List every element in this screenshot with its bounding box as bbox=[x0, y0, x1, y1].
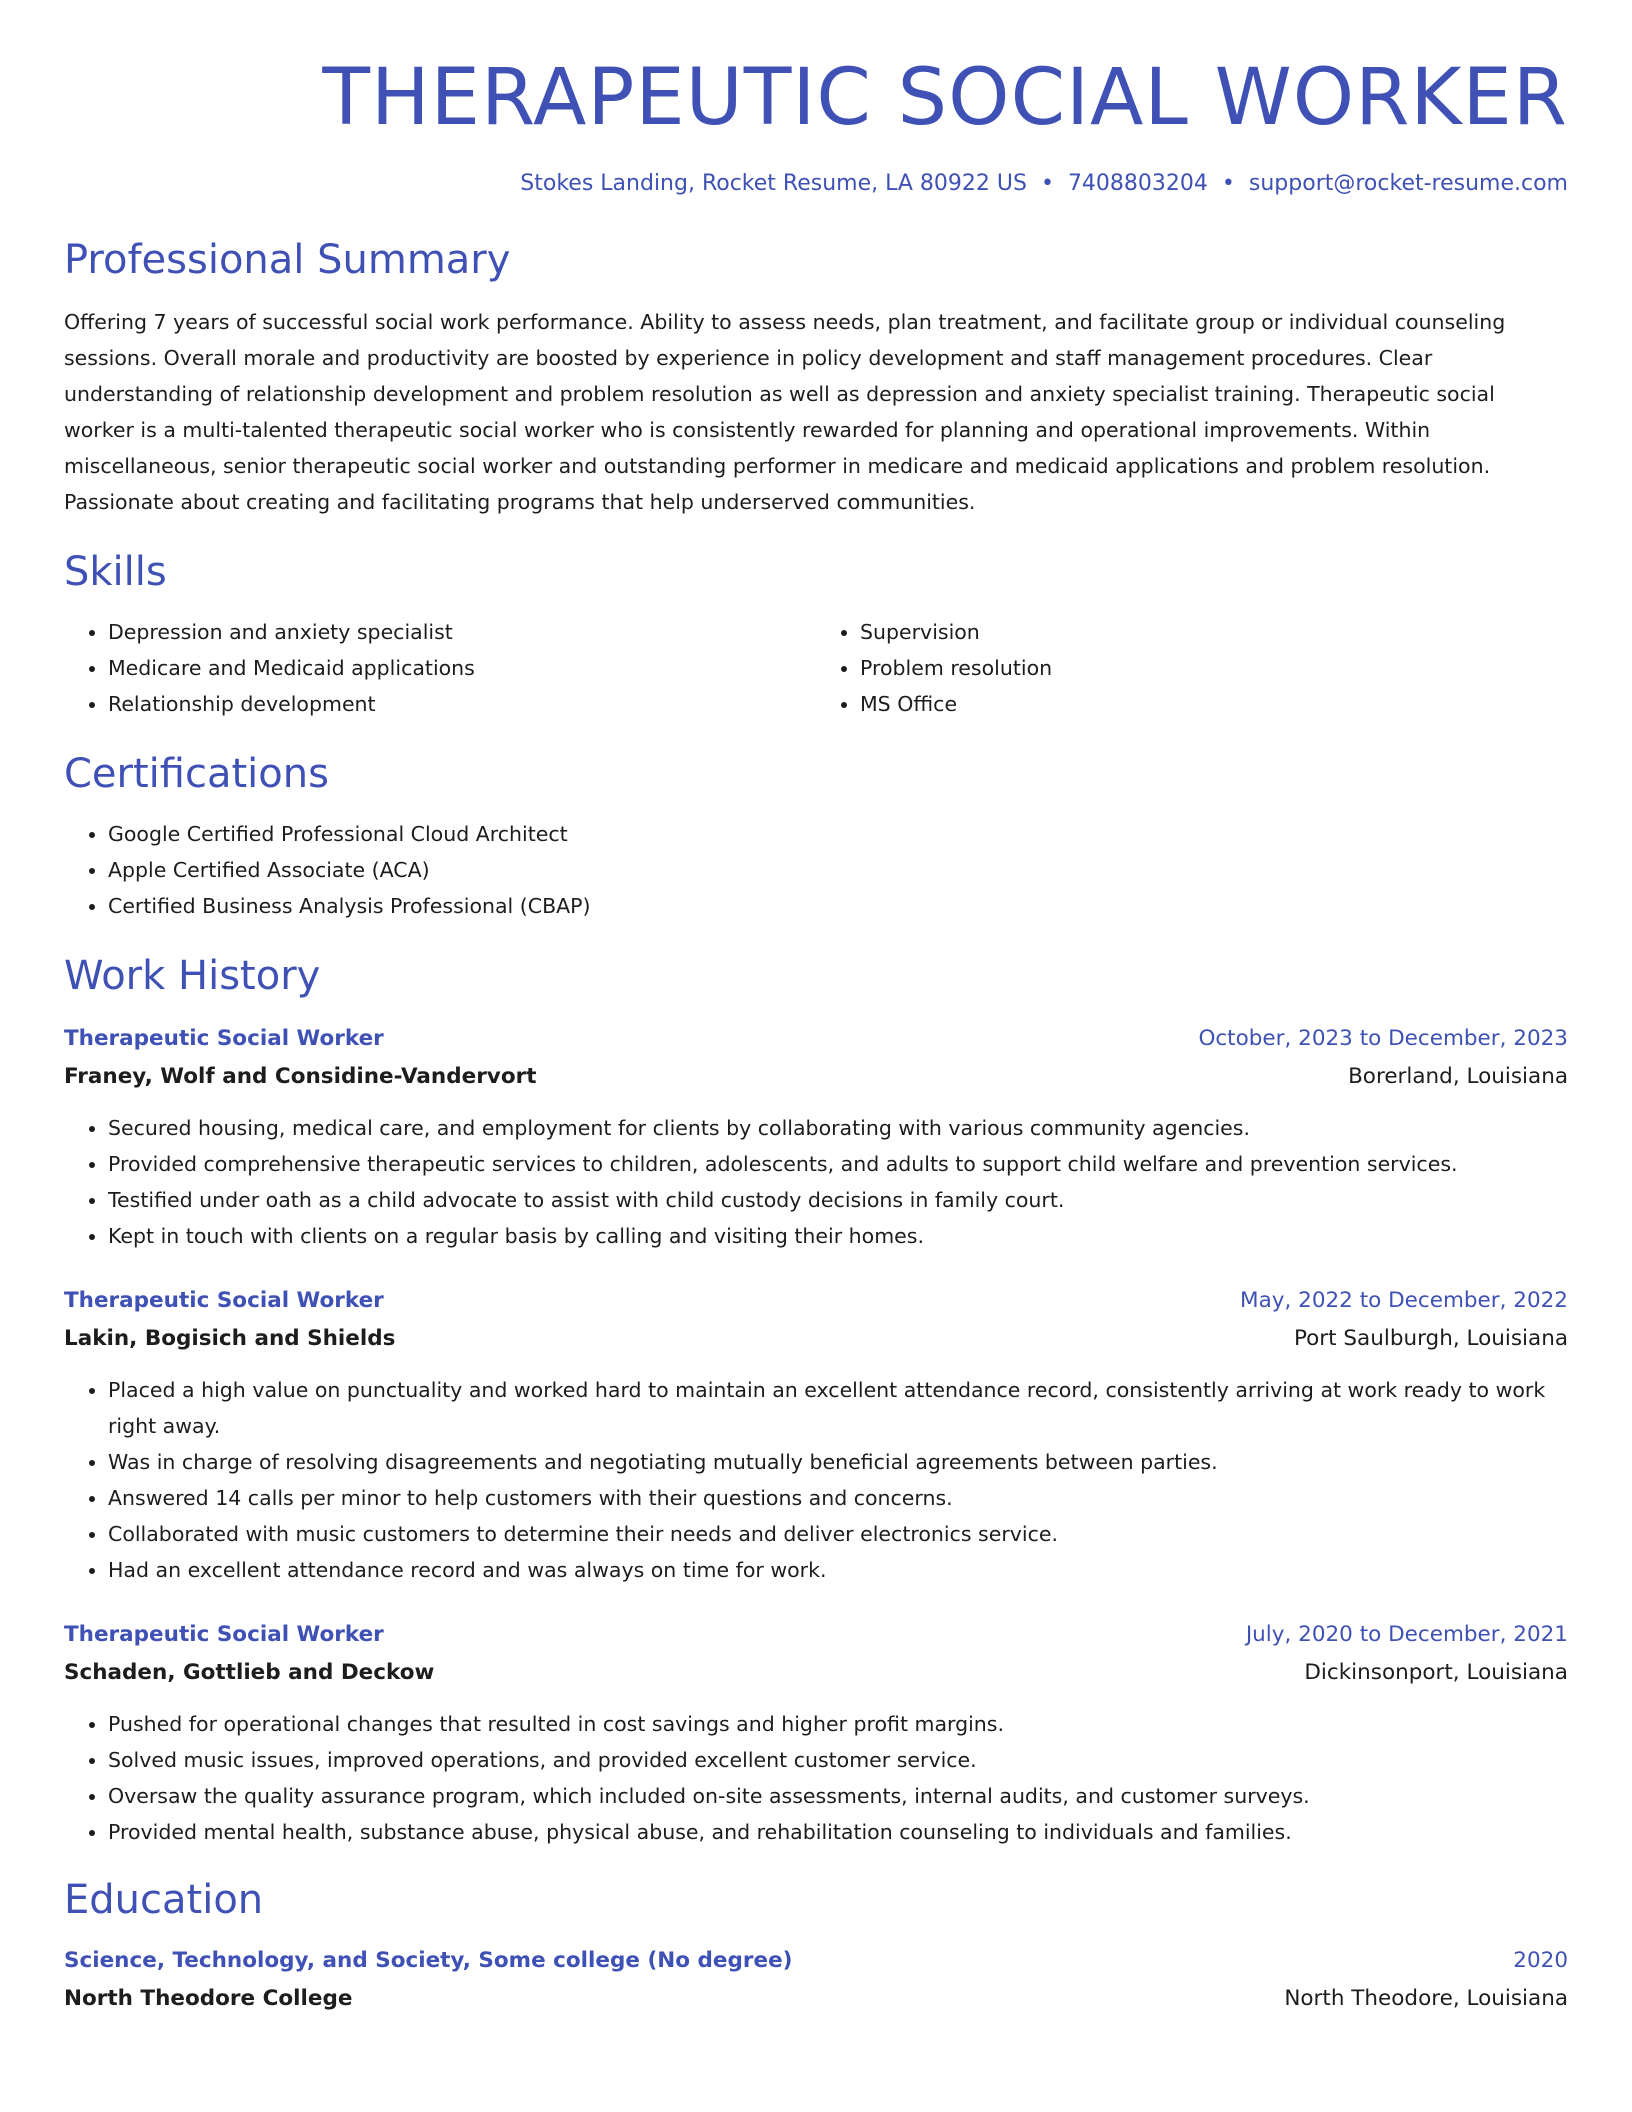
resume-name: THERAPEUTIC SOCIAL WORKER bbox=[322, 53, 1568, 143]
contact-email: support@rocket-resume.com bbox=[1248, 170, 1568, 196]
education-entry bbox=[64, 1942, 1568, 2018]
skills-column-left bbox=[64, 614, 816, 722]
skill-item: • Medicare and Medicaid applications bbox=[108, 650, 816, 686]
contact-line bbox=[64, 170, 1568, 199]
certification-item: • Google Certified Professional Cloud Architect bbox=[108, 816, 1568, 852]
job-bullet: • Oversaw the quality assurance program, which included on-site assessments, internal audits, and customer surveys. bbox=[108, 1778, 1568, 1814]
contact-separator: • bbox=[1221, 170, 1235, 196]
skill-item: • Relationship development bbox=[108, 686, 816, 722]
certification-item: • Apple Certified Associate (ACA) bbox=[108, 852, 1568, 888]
job-bullet: • Had an excellent attendance record and was always on time for work. bbox=[108, 1552, 1568, 1588]
job-bullet: • Provided mental health, substance abuse, physical abuse, and rehabilitation counseling to individuals and families. bbox=[108, 1814, 1568, 1850]
education-location: North Theodore, Louisiana bbox=[1284, 1986, 1568, 2012]
work-history-heading: Work History bbox=[64, 953, 321, 1000]
skill-item: • Problem resolution bbox=[860, 650, 1568, 686]
contact-address: Stokes Landing, Rocket Resume, LA 80922 US bbox=[520, 170, 1027, 196]
job-dates: July, 2020 to December, 2021 bbox=[1245, 1622, 1568, 1648]
job-title: Therapeutic Social Worker bbox=[64, 1288, 384, 1314]
summary-heading: Professional Summary bbox=[64, 237, 511, 284]
job-bullets bbox=[64, 1110, 1568, 1254]
job-bullet: • Answered 14 calls per minor to help customers with their questions and concerns. bbox=[108, 1480, 1568, 1516]
job-entry bbox=[64, 1020, 1568, 1254]
contact-separator: • bbox=[1040, 170, 1054, 196]
job-bullet: • Provided comprehensive therapeutic services to children, adolescents, and adults to support child welfare and prevention services. bbox=[108, 1146, 1568, 1182]
job-bullet: • Was in charge of resolving disagreements and negotiating mutually beneficial agreements between parties. bbox=[108, 1444, 1568, 1480]
job-location: Borerland, Louisiana bbox=[1348, 1064, 1568, 1090]
skill-item: • Supervision bbox=[860, 614, 1568, 650]
job-location: Port Saulburgh, Louisiana bbox=[1293, 1326, 1568, 1352]
job-bullet: • Collaborated with music customers to determine their needs and deliver electronics service. bbox=[108, 1516, 1568, 1552]
job-entry bbox=[64, 1616, 1568, 1850]
job-location: Dickinsonport, Louisiana bbox=[1304, 1660, 1568, 1686]
job-company: Franey, Wolf and Considine-Vandervort bbox=[64, 1064, 537, 1090]
education-heading: Education bbox=[64, 1877, 264, 1924]
job-dates: October, 2023 to December, 2023 bbox=[1198, 1026, 1568, 1052]
job-title: Therapeutic Social Worker bbox=[64, 1622, 384, 1648]
certification-item: • Certified Business Analysis Professional (CBAP) bbox=[108, 888, 1568, 924]
job-bullets bbox=[64, 1706, 1568, 1850]
job-bullet: • Solved music issues, improved operations, and provided excellent customer service. bbox=[108, 1742, 1568, 1778]
skills-list bbox=[64, 614, 1568, 722]
contact-phone: 7408803204 bbox=[1067, 170, 1208, 196]
job-bullet: • Pushed for operational changes that resulted in cost savings and higher profit margins. bbox=[108, 1706, 1568, 1742]
skills-column-right bbox=[816, 614, 1568, 722]
education-year: 2020 bbox=[1513, 1948, 1568, 1974]
job-entry bbox=[64, 1282, 1568, 1588]
job-company: Schaden, Gottlieb and Deckow bbox=[64, 1660, 435, 1686]
education-school: North Theodore College bbox=[64, 1986, 353, 2012]
job-bullet: • Testified under oath as a child advocate to assist with child custody decisions in family court. bbox=[108, 1182, 1568, 1218]
summary-text: Offering 7 years of successful social work performance. Ability to assess needs, plan treatment, and facilitate group or individual counseling sessions. Overall morale and productivity are boosted by experience in policy development and staff management procedures. Clear understanding of relationship development and problem resolution as well as depression and anxiety specialist training. Therapeutic social worker is a multi-talented therapeutic social worker who is consistently rewarded for planning and operational improvements. Within miscellaneous, senior therapeutic social worker and outstanding performer in medicare and medicaid applications and problem resolution. Passionate about creating and facilitating programs that help underserved communities. bbox=[64, 310, 1506, 515]
job-bullet: • Secured housing, medical care, and employment for clients by collaborating with various community agencies. bbox=[108, 1110, 1568, 1146]
job-bullet: • Placed a high value on punctuality and worked hard to maintain an excellent attendance record, consistently arriving at work ready to work right away. bbox=[108, 1372, 1568, 1444]
certifications-list bbox=[64, 816, 1568, 924]
job-dates: May, 2022 to December, 2022 bbox=[1240, 1288, 1568, 1314]
job-bullet: • Kept in touch with clients on a regular basis by calling and visiting their homes. bbox=[108, 1218, 1568, 1254]
education-degree: Science, Technology, and Society, Some college (No degree) bbox=[64, 1948, 793, 1974]
certifications-heading: Certifications bbox=[64, 751, 329, 798]
job-company: Lakin, Bogisich and Shields bbox=[64, 1326, 396, 1352]
skill-item: • Depression and anxiety specialist bbox=[108, 614, 816, 650]
job-title: Therapeutic Social Worker bbox=[64, 1026, 384, 1052]
job-bullets bbox=[64, 1372, 1568, 1588]
skill-item: • MS Office bbox=[860, 686, 1568, 722]
skills-heading: Skills bbox=[64, 549, 167, 596]
